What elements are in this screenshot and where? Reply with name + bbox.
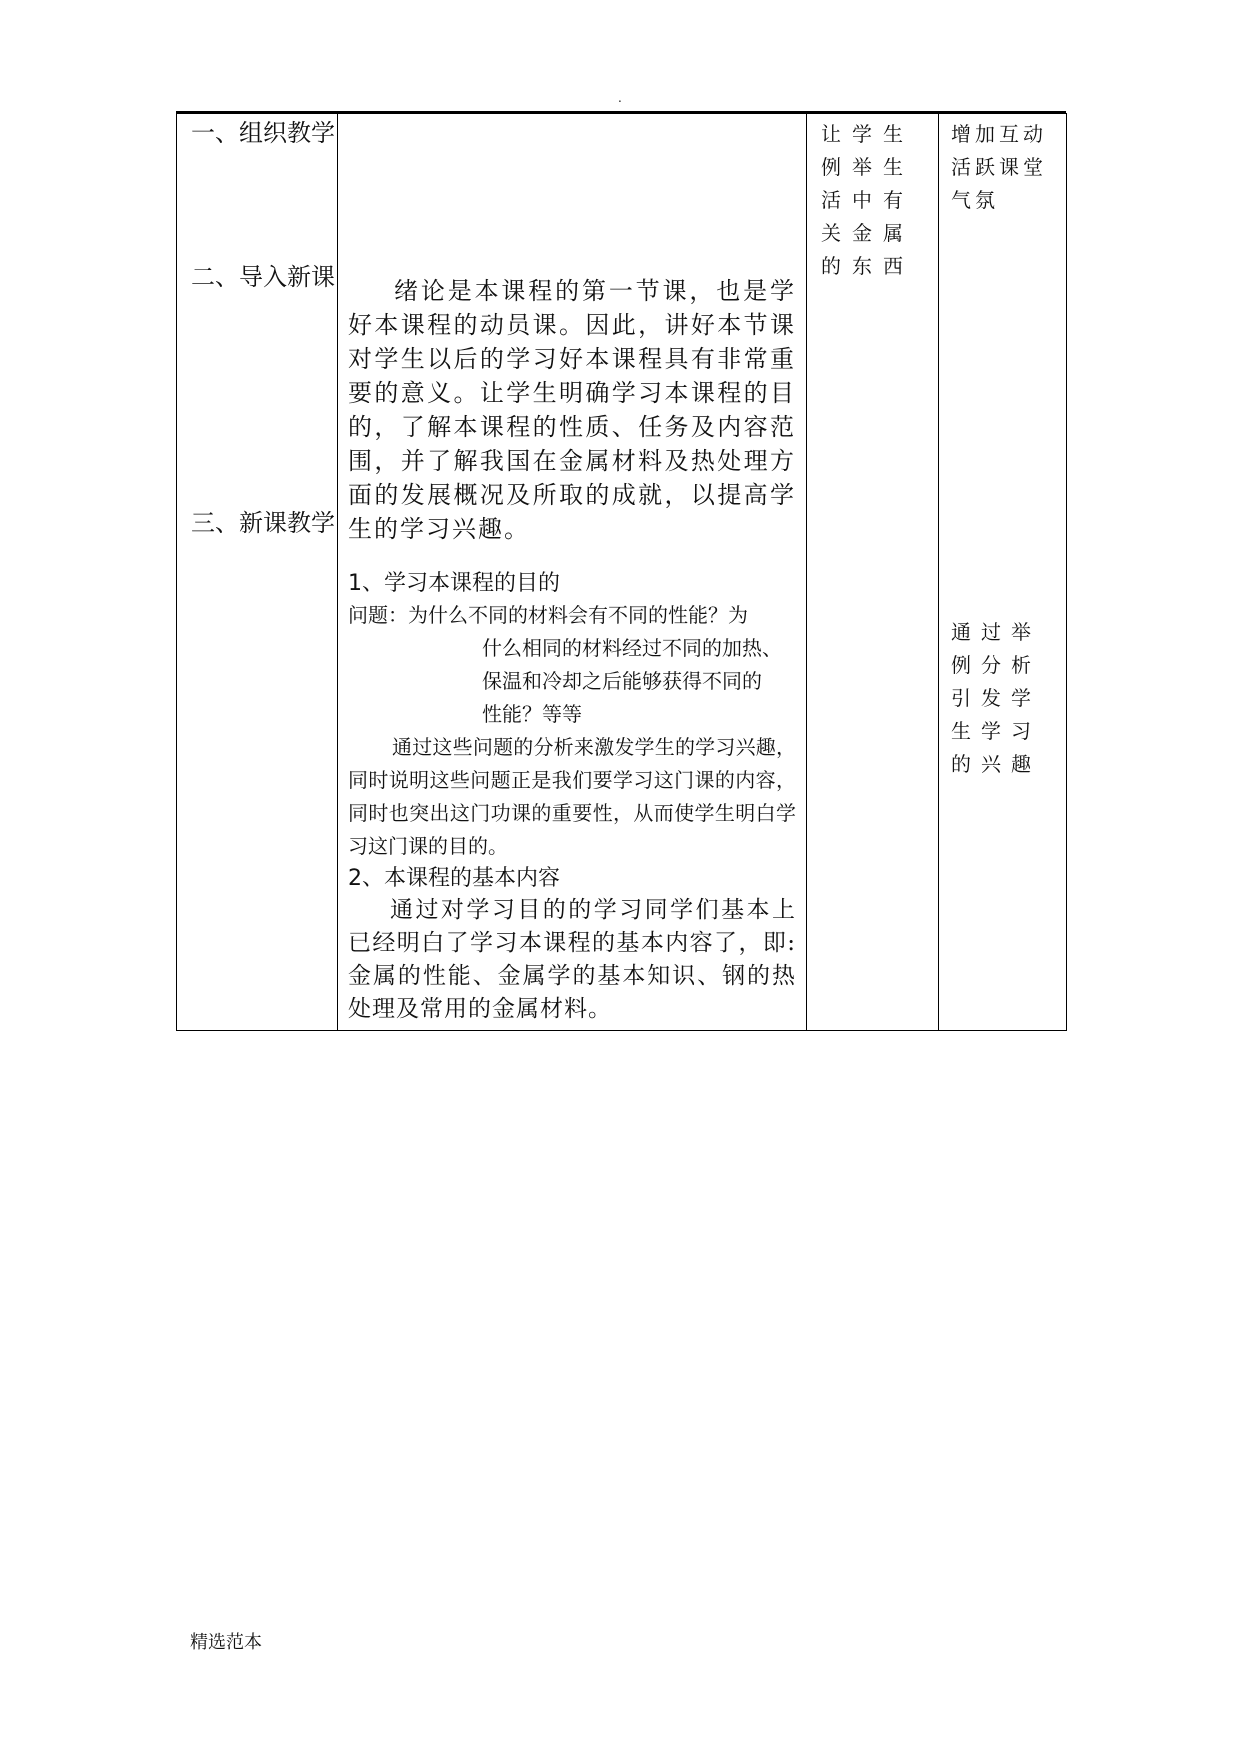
lesson-plan-table — [176, 113, 1067, 1031]
table-row — [177, 114, 1067, 1031]
footer-text: 精选范本 — [190, 1632, 262, 1653]
section-heading-content: 2、本课程的基本内容 — [348, 866, 560, 891]
stage-label-new: 三、新课教学 — [191, 509, 335, 537]
top-mark: . — [618, 91, 622, 105]
question-line: 什么相同的材料经过不同的加热、 — [482, 636, 782, 660]
section-heading-purpose: 1、学习本课程的目的 — [348, 571, 560, 596]
question-line: 性能？等等 — [482, 702, 582, 726]
question-first-line: 问题：为什么不同的材料会有不同的性能？为 — [348, 603, 748, 627]
design-intent-cell — [939, 114, 1067, 1031]
intro-paragraph: 绪论是本课程的第一节课，也是学好本课程的动员课。因此，讲好本节课对学生以后的学习好本课程具有非常重要的意义。让学生明确学习本课程的目的，了解本课程的性质、任务及内容范围，并了解我国在金属材料及热处理方面的发展概况及所取的成就，以提高学生的学习兴趣。 — [348, 277, 796, 543]
question-line: 保温和冷却之后能够获得不同的 — [482, 669, 762, 693]
stage-label-intro: 二、导入新课 — [191, 263, 335, 291]
content-cell — [338, 114, 807, 1031]
student-activity-cell — [807, 114, 939, 1031]
content-paragraph: 通过对学习目的的学习同学们基本上已经明白了学习本课程的基本内容了，即:金属的性能、金属学的基本知识、钢的热处理及常用的金属材料。 — [348, 897, 796, 1022]
intent-text-new: 通过举例分析引发学生学习的兴趣 — [951, 620, 1041, 776]
purpose-paragraph: 通过这些问题的分析来激发学生的学习兴趣，同时说明这些问题正是我们要学习这门课的内容，同时也突出这门功课的重要性，从而使学生明白学习这门课的目的。 — [348, 735, 796, 858]
intent-text-organize: 增加互动活跃课堂气氛 — [951, 122, 1047, 212]
stage-cell — [177, 114, 338, 1031]
stage-label-organize: 一、组织教学 — [191, 119, 335, 147]
student-activity-text: 让学生例举生活中有关金属的东西 — [821, 122, 914, 278]
